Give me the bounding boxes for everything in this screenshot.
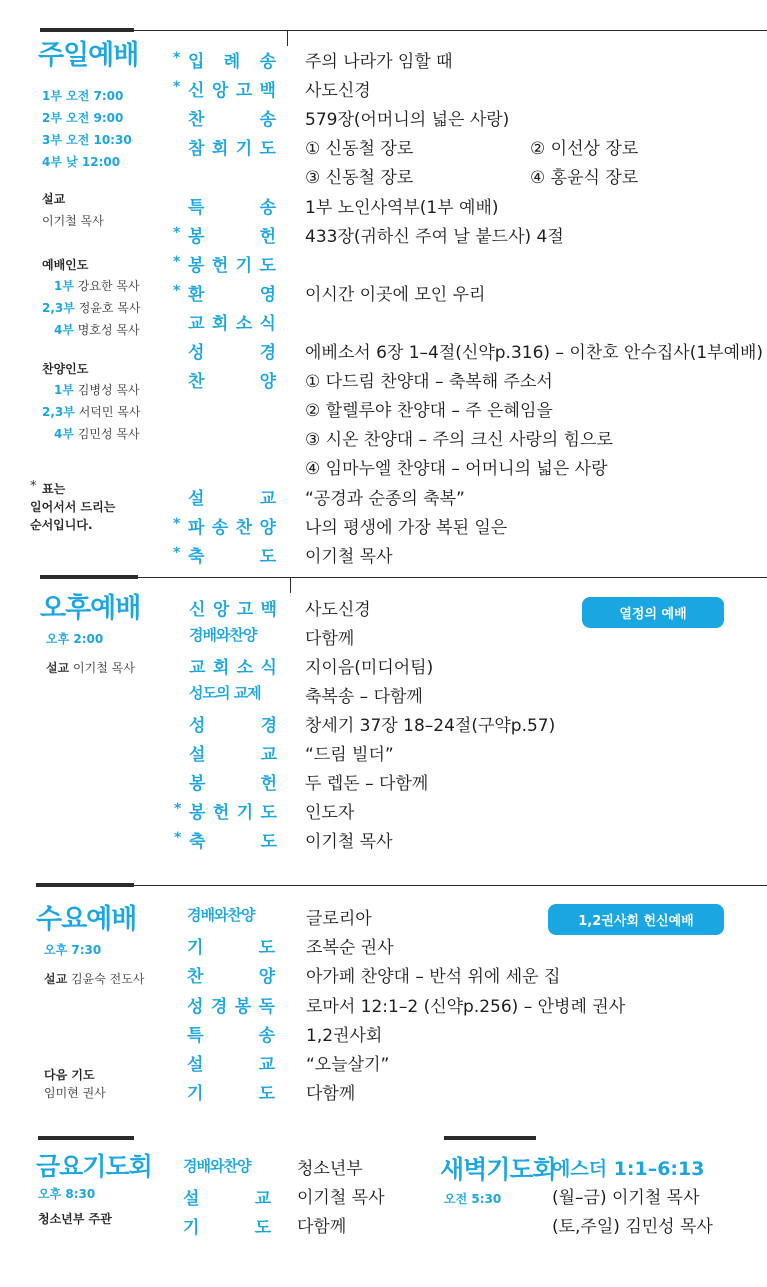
standing-mark: * [173,50,181,66]
order-value: “드림 빌더” [305,745,394,765]
service-time: 2부 오전 9:00 [42,111,124,125]
note-star: * [30,479,37,494]
order-label: 기 도 [187,938,275,959]
order-label: 성 경 봉 독 [187,996,275,1017]
order-label: 설 교 [188,488,276,509]
leader-line: (월–금) 이기철 목사 [552,1188,700,1208]
next-prayer-heading: 다음 기도 [44,1068,95,1082]
service-time: 3부 오전 10:30 [42,133,132,147]
order-value: 이기철 목사 [305,546,393,567]
order-value: 두 렙돈 – 다함께 [305,774,429,794]
order-value: ① 다드림 찬양대 – 축복해 주소서 [305,372,553,393]
section-bar [40,575,138,579]
divider [134,885,767,886]
leader-item: 2,3부 정윤호 목사 [42,301,141,315]
order-value: ③ 시온 찬양대 – 주의 크신 사랑의 힘으로 [305,430,613,451]
praise-leader-item: 1부 김병성 목사 [54,383,140,397]
order-value: ② 할렐루야 찬양대 – 주 은혜임을 [305,401,553,422]
section-bar [38,1136,134,1140]
section-title: 새벽기도회 [440,1155,556,1184]
order-value: 다함께 [297,1217,347,1237]
standing-mark: * [173,224,181,241]
order-label: 기 도 [187,1084,275,1105]
note-line: 순서입니다. [30,518,93,532]
leader-item: 4부 명호성 목사 [54,323,140,337]
order-value: ② 이선상 장로 [530,139,639,160]
next-prayer-by: 임미현 권사 [44,1086,106,1100]
order-value: ④ 임마누엘 찬양대 – 어머니의 넓은 사랑 [305,459,608,480]
order-value: 433장(귀하신 주여 날 붙드사) 4절 [305,226,564,247]
order-value: 사도신경 [305,600,371,620]
praise-leader-item: 2,3부 서덕민 목사 [42,405,141,419]
service-badge: 열정의 예배 [582,597,724,628]
leader-item: 1부 강요한 목사 [54,279,140,293]
sermon-heading: 설교 [42,192,66,206]
section-title: 금요기도회 [36,1152,152,1181]
order-value: 글로리아 [306,909,372,929]
divider [134,30,767,31]
order-value: ③ 신동철 장로 [305,168,414,189]
service-time: 오후 7:30 [44,943,102,957]
leader-line: (토,주일) 김민성 목사 [552,1217,713,1237]
order-value: 나의 평생에 가장 복된 일은 [305,517,508,538]
section-bar [444,1136,536,1140]
order-label: 설 교 [189,745,277,765]
order-value: 다함께 [305,629,355,649]
order-label: 신 앙 고 백 [189,600,277,620]
order-value: 청소년부 [297,1159,363,1179]
standing-mark: * [173,515,181,532]
order-value: ④ 홍윤식 장로 [530,168,639,189]
service-time: 1부 오전 7:00 [42,89,124,103]
order-label: 봉 헌 기 도 [189,803,277,823]
order-label: 기 도 [183,1218,271,1238]
note-line: 표는 [42,482,66,496]
order-label: 봉 헌 기 도 [188,255,276,276]
order-value: 사도신경 [305,81,371,102]
order-label: 봉 헌 [188,226,276,247]
order-value: 1부 노인사역부(1부 예배) [305,197,499,218]
order-value: 축복송 – 다함께 [305,687,423,707]
order-value: ① 신동철 장로 [305,139,414,160]
service-time: 오전 5:30 [444,1192,502,1206]
order-label: 찬 송 [188,110,276,131]
order-value: 인도자 [305,803,355,823]
order-label: 성 경 [189,716,277,736]
order-label: 경배와찬양 [189,626,257,644]
standing-mark: * [173,544,181,561]
section-bar [36,883,134,887]
order-label: 설 교 [187,1055,275,1075]
praise-heading: 찬양인도 [42,362,89,376]
order-value: 주의 나라가 임할 때 [305,52,453,72]
divider [138,577,767,578]
order-label: 환 영 [188,284,276,305]
order-value: 579장(어머니의 넓은 사랑) [305,110,510,131]
order-label: 특 송 [187,1025,275,1046]
order-label: 축 도 [188,546,276,567]
standing-mark: * [173,253,181,270]
order-label: 성도의 교제 [189,684,261,702]
sermon-by: 이기철 목사 [42,214,104,228]
order-value: 아가페 찬양대 – 반석 위에 세운 집 [306,967,561,988]
order-value: 이기철 목사 [305,832,393,852]
order-label: 교 회 소 식 [189,658,277,678]
praise-leader-item: 4부 김민성 목사 [54,427,140,441]
order-label: 경배와찬양 [187,906,255,924]
service-badge: 1,2권사회 헌신예배 [548,904,724,935]
note-line: 일어서서 드리는 [30,500,116,514]
order-label: 축 도 [189,832,277,852]
scripture: 에스더 1:1–6:13 [552,1158,705,1180]
divider-tick [290,577,291,593]
order-value: 이시간 이곳에 모인 우리 [305,284,486,305]
order-label: 성 경 [188,343,276,363]
host-info: 청소년부 주관 [38,1212,112,1226]
order-value: 에베소서 6장 1–4절(신약p.316) – 이찬호 안수집사(1부예배) [305,343,764,363]
divider-tick [287,30,288,46]
service-time: 4부 낮 12:00 [42,155,121,169]
service-time: 오후 8:30 [38,1187,96,1201]
service-time: 오후 2:00 [46,632,104,646]
order-value: 1,2권사회 [306,1025,383,1046]
order-label: 경배와찬양 [183,1157,251,1175]
section-bar [40,28,134,32]
order-value: “오늘살기” [306,1055,390,1075]
standing-mark: * [174,830,182,846]
sermon-info: 설교 이기철 목사 [46,661,135,675]
order-value: 이기철 목사 [297,1188,385,1208]
order-label: 특 송 [188,197,276,218]
section-title: 오후예배 [40,593,141,624]
order-label: 신 앙 고 백 [188,81,276,102]
order-value: 로마서 12:1–2 (신약p.256) – 안병례 권사 [306,996,626,1017]
order-value: 창세기 37장 18–24절(구약p.57) [305,716,556,736]
leader-heading: 예배인도 [42,258,89,272]
order-label: 봉 헌 [189,774,277,794]
order-value: 지이음(미디어팀) [305,658,434,678]
sermon-info: 설교 김윤숙 전도사 [44,972,145,986]
standing-mark: * [174,801,182,817]
order-label: 입 례 송 [188,52,276,72]
section-title: 주일예배 [38,40,139,71]
section-title: 수요예배 [36,904,137,935]
standing-mark: * [173,79,181,96]
order-label: 설 교 [183,1189,271,1209]
order-label: 교 회 소 식 [188,313,276,334]
order-label: 찬 양 [187,967,275,988]
order-label: 참 회 기 도 [188,139,276,160]
order-value: 다함께 [306,1084,356,1105]
order-label: 찬 양 [188,372,276,393]
order-value: “공경과 순종의 축복” [305,488,465,509]
order-value: 조복순 권사 [306,938,394,959]
order-label: 파 송 찬 양 [188,517,276,538]
standing-mark: * [173,282,181,299]
